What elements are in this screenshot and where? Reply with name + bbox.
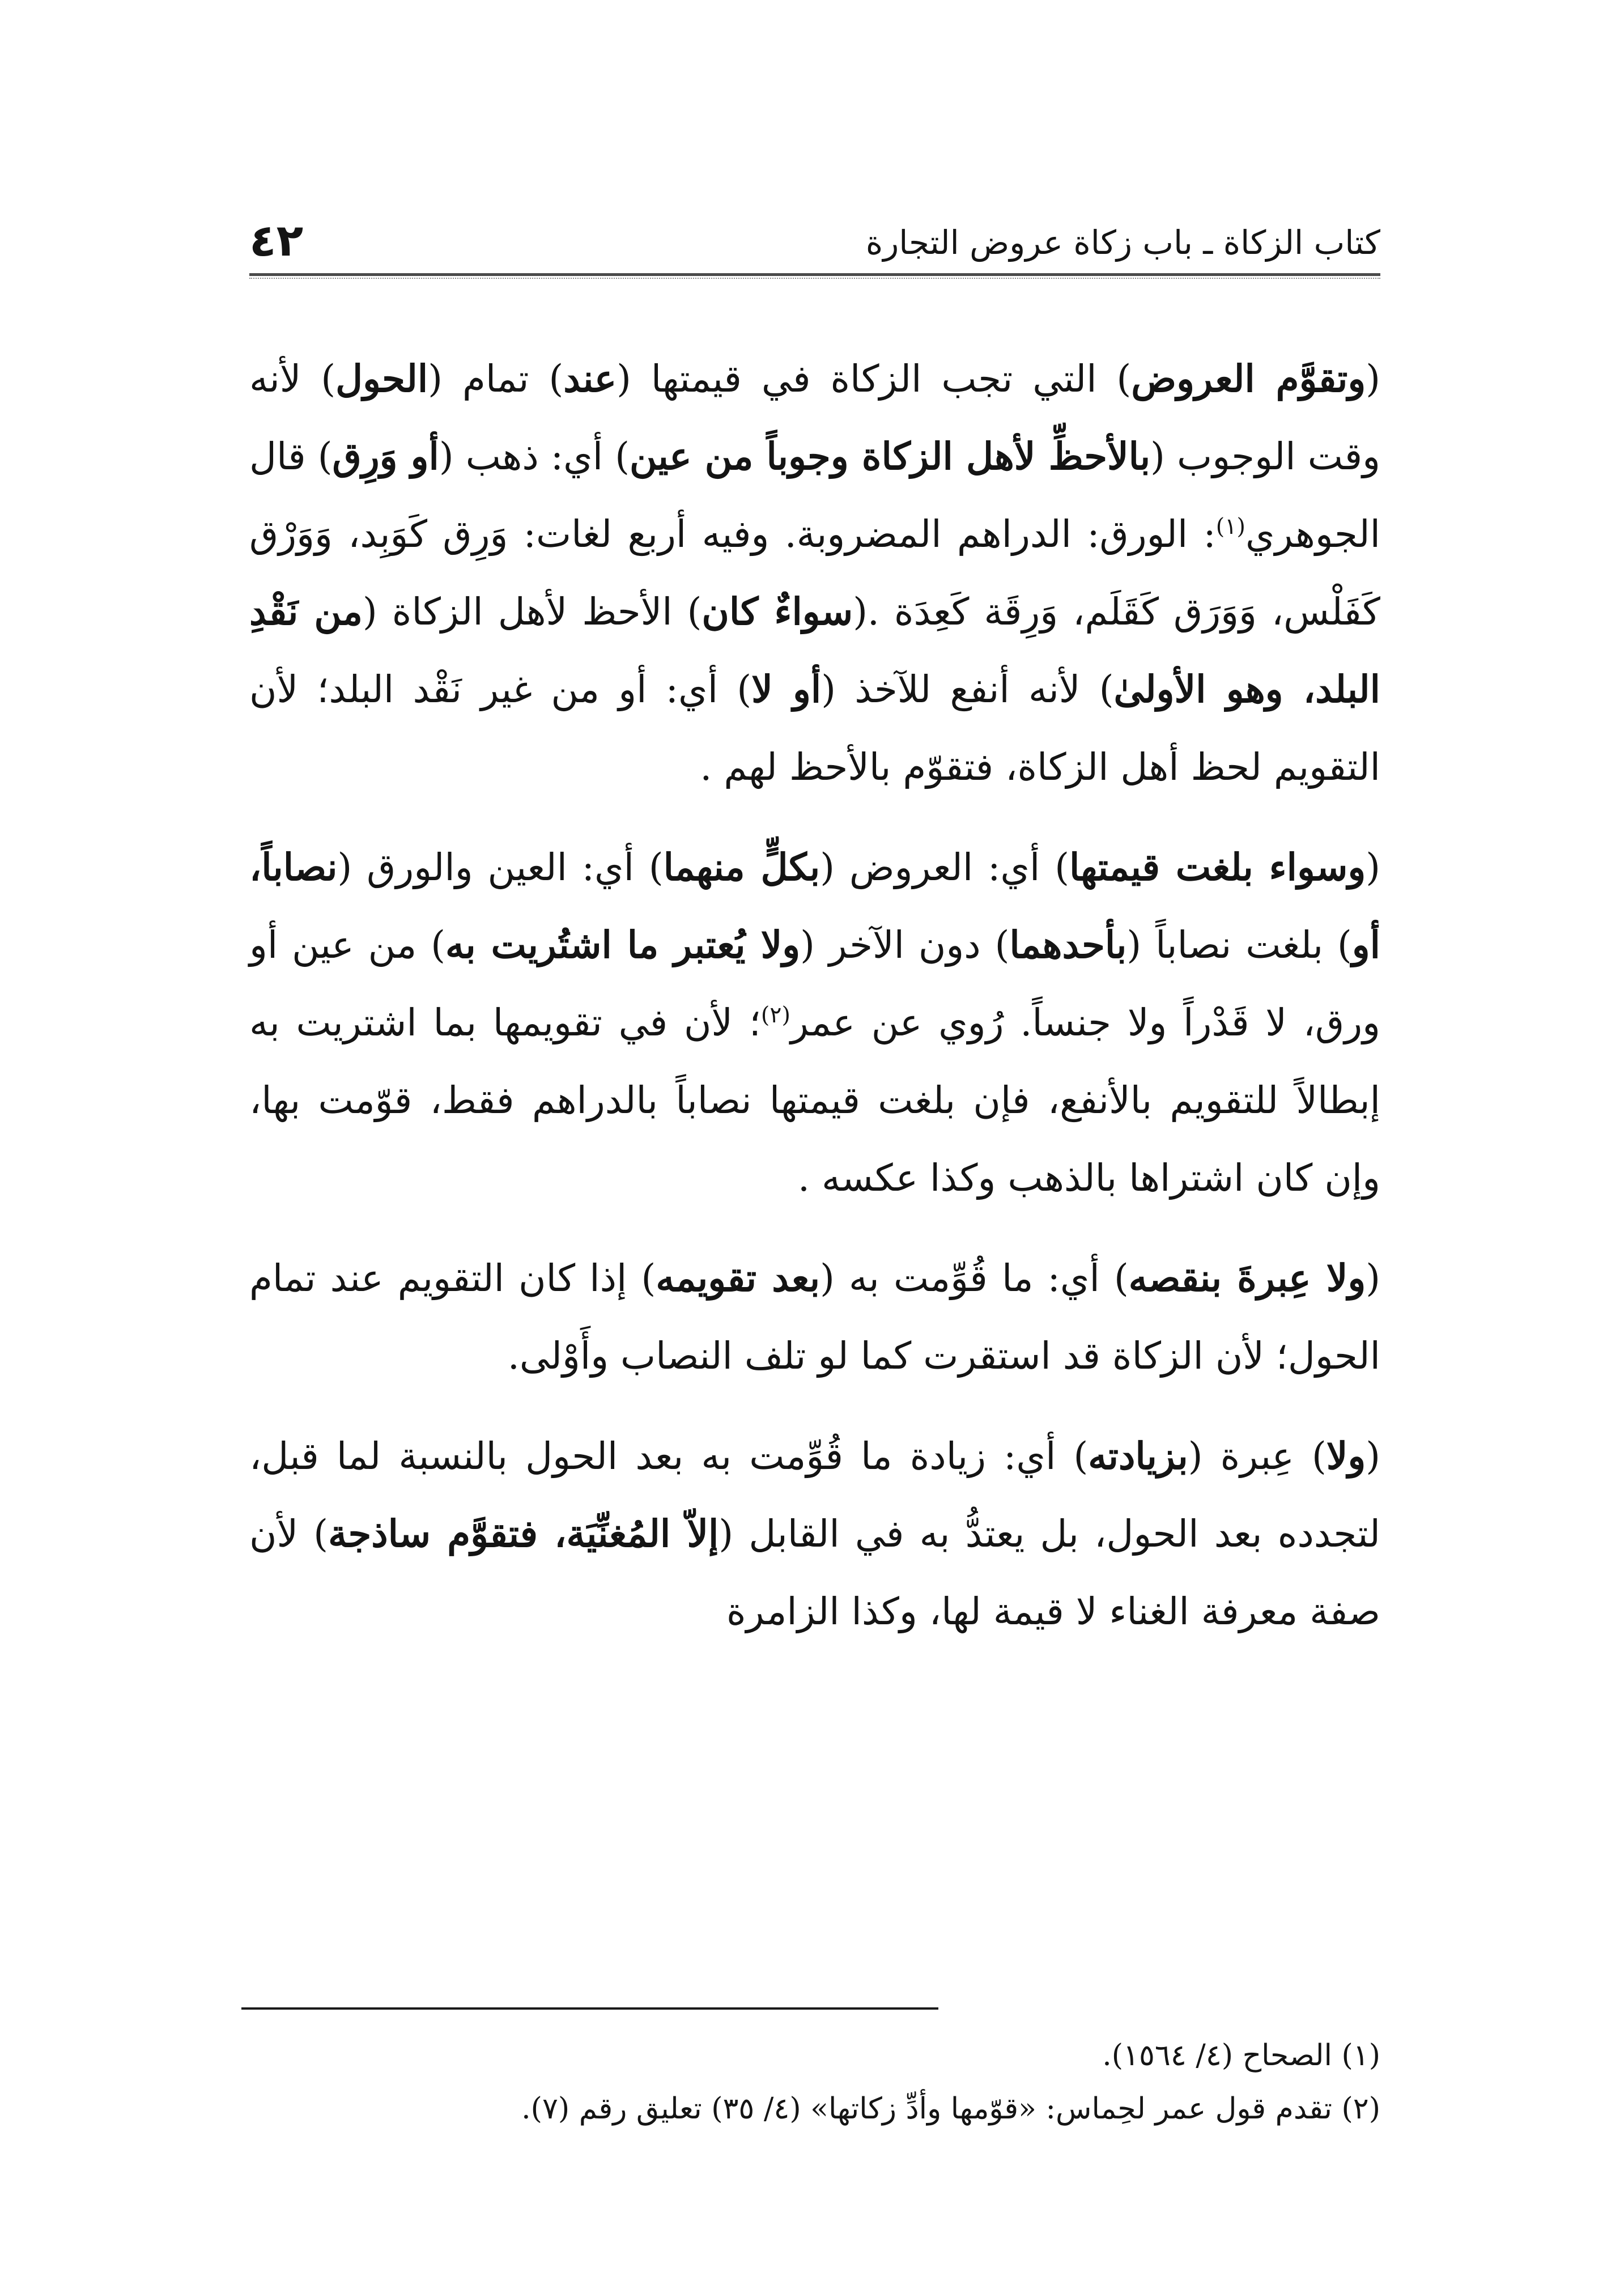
matn-text: بعد تقويمه — [656, 1256, 820, 1300]
commentary-text: ( — [1366, 1434, 1380, 1478]
commentary-text: ) قال الجوهري — [249, 435, 1380, 556]
footnote: (١) الصحاح (٤/ ١٥٦٤). — [1102, 2039, 1380, 2073]
commentary-text: ) دون الآخر ( — [800, 923, 1010, 967]
matn-text: سواءٌ كان — [702, 589, 853, 634]
matn-text: إلاّ المُغنِّيَة، فتقوَّم ساذجة — [328, 1511, 719, 1556]
paragraph — [249, 1239, 1380, 1395]
commentary-text: ) أي: العروض ( — [820, 846, 1069, 889]
matn-text: نصاباً، أو — [249, 845, 1381, 967]
commentary-text: ) أي: ذهب ( — [439, 435, 630, 478]
commentary-text: ) لأن صفة معرفة الغناء لا قيمة لها، وكذا الزامرة — [249, 1512, 1380, 1633]
body-text — [249, 340, 1380, 1673]
matn-text: أو وَرِق — [332, 434, 439, 478]
matn-text: بزيادته — [1088, 1434, 1188, 1478]
matn-text: وسواء بلغت قيمتها — [1069, 845, 1366, 889]
commentary-text: ) عِبرة ( — [1188, 1434, 1327, 1478]
matn-text: بكلٍّ منهما — [663, 845, 820, 889]
paragraph — [249, 829, 1380, 1217]
footnote-rule — [241, 2007, 938, 2010]
matn-text: من نَقْدِ البلد، وهو الأولىٰ — [249, 589, 1380, 711]
matn-text: ولا عِبرةَ بنقصه — [1128, 1256, 1366, 1300]
commentary-text: ) لأنه أنفع للآخذ ( — [821, 668, 1114, 711]
commentary-text: ( — [1366, 357, 1380, 401]
commentary-text: ؛ لأن في تقويمها بما اشتريت به إبطالاً للتقويم بالأنفع، فإن بلغت قيمتها نصاباً بالدراهم فقط، قوّمت بها، وإن كان اشتراها بالذهب وكذا عكسه . — [249, 1001, 1380, 1200]
commentary-text: ( — [1366, 1256, 1380, 1300]
commentary-text: ) تمام ( — [428, 357, 564, 401]
commentary-text: ( — [1366, 846, 1381, 889]
matn-text: ولا — [1326, 1434, 1366, 1478]
commentary-text: ) بلغت نصاباً ( — [1126, 923, 1352, 967]
matn-text: عند — [563, 356, 617, 401]
footnote-marker: (١) — [1215, 513, 1245, 540]
commentary-text: ) من عين أو ورق، لا قَدْراً ولا جنساً. رُوي عن عمر — [249, 923, 1380, 1044]
matn-text: وتقوَّم العروض — [1131, 356, 1366, 401]
page-number: ٤٢ — [249, 215, 304, 266]
commentary-text: ) أي: ما قُوِّمت به ( — [820, 1256, 1129, 1300]
matn-text: بأحدهما — [1009, 923, 1127, 967]
footnote-marker: (٢) — [760, 1002, 790, 1028]
commentary-text: ) الأحظ لأهل الزكاة ( — [363, 590, 702, 634]
commentary-text: ) أي: أو من غير نَقْد البلد؛ لأن التقويم لحظ أهل الزكاة، فتقوّم بالأحظ لهم . — [249, 668, 1380, 789]
paragraph — [249, 340, 1380, 806]
footnote: (٢) تقدم قول عمر لحِماس: «قوّمها وأدِّ زكاتها» (٤/ ٣٥) تعليق رقم (٧). — [521, 2092, 1380, 2126]
page-header — [249, 210, 1380, 272]
footnotes — [249, 2029, 1380, 2135]
commentary-text: ) أي: زيادة ما قُوِّمت به بعد الحول بالنسبة لما قبل، لتجدده بعد الحول، بل يعتدُّ به في القابل ( — [249, 1434, 1380, 1556]
paragraph — [249, 1417, 1380, 1650]
commentary-text: : الورق: الدراهم المضروبة. وفيه أربع لغات: وَرِق كَوَبِد، وَوَرْق كَفَلْس، وَوَرَق كَقَلَم، وَرِقَة كَعِدَة .( — [249, 512, 1380, 634]
matn-text: بالأحظِّ لأهل الزكاة وجوباً من عين — [630, 434, 1151, 478]
commentary-text: ) إذا كان التقويم عند تمام الحول؛ لأن الزكاة قد استقرت كما لو تلف النصاب وأَوْلى. — [249, 1256, 1380, 1378]
header-rule — [249, 273, 1380, 279]
commentary-text: ) التي تجب الزكاة في قيمتها ( — [617, 357, 1132, 401]
matn-text: ولا يُعتبر ما اشتُريت به — [445, 923, 801, 967]
running-title: كتاب الزكاة ـ باب زكاة عروض التجارة — [865, 223, 1380, 262]
commentary-text: ) لأنه وقت الوجوب ( — [249, 357, 1381, 478]
commentary-text: ) أي: العين والورق ( — [337, 846, 664, 889]
matn-text: أو لا — [751, 667, 822, 711]
matn-text: الحول — [335, 356, 428, 401]
